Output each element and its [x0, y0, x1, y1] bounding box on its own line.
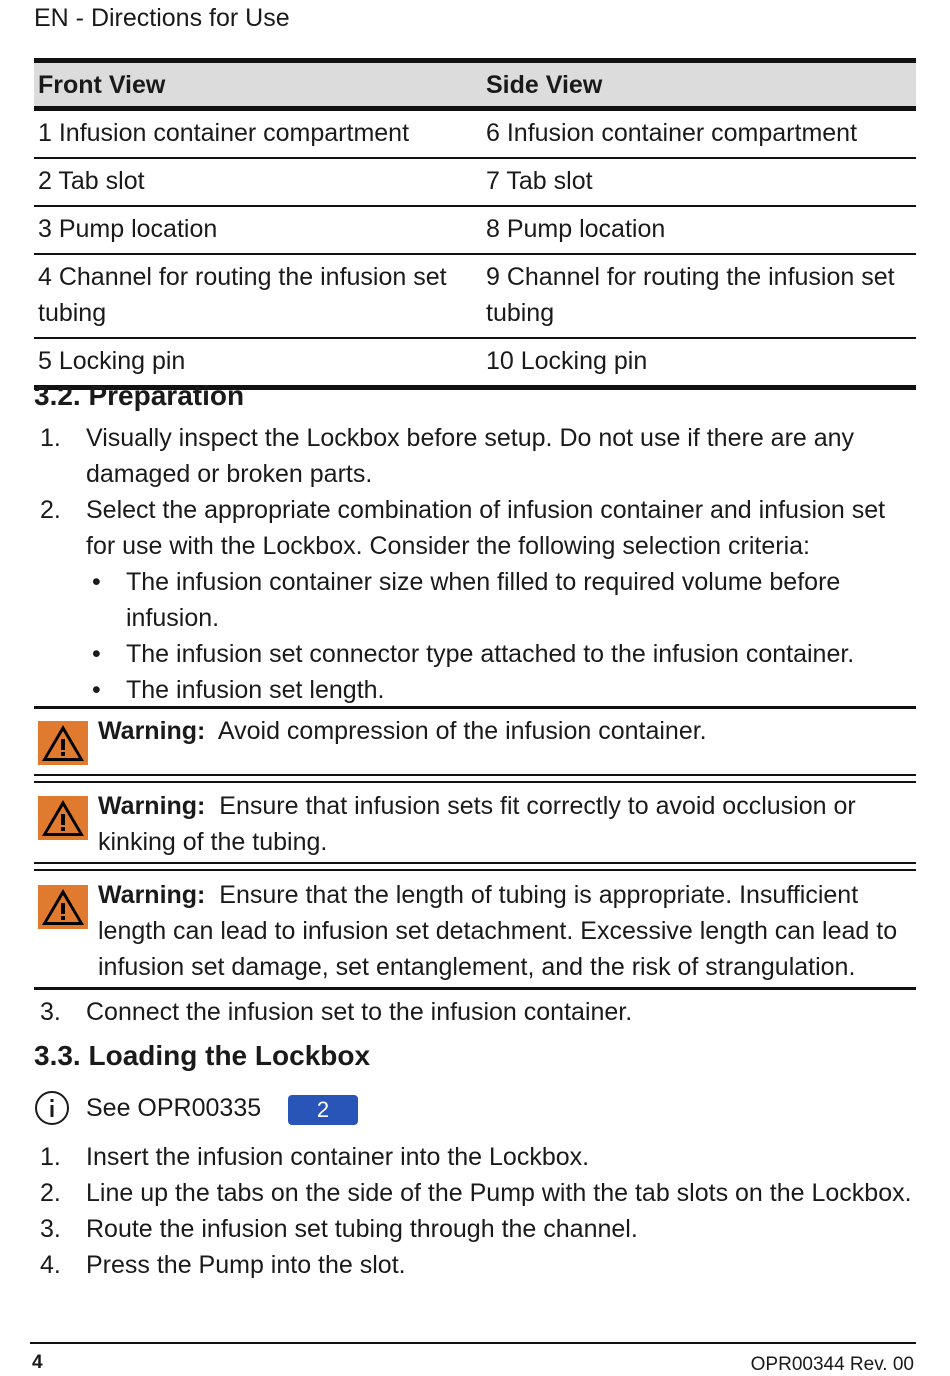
list-item	[34, 1175, 916, 1211]
list-item	[34, 1139, 916, 1175]
table-cell: 4 Channel for routing the infusion set tubing	[34, 254, 482, 338]
step-number: 1.	[40, 424, 61, 452]
list-item	[34, 994, 916, 1030]
list-item	[34, 420, 916, 492]
footer-divider	[30, 1342, 916, 1344]
step-number: 3.	[40, 998, 61, 1026]
table-cell: 7 Tab slot	[482, 158, 916, 206]
table-header-row	[34, 61, 916, 109]
step-number: 1.	[40, 1143, 61, 1171]
section-heading-preparation: 3.2. Preparation	[34, 380, 245, 411]
warning-box	[34, 877, 916, 985]
step-text: Select the appropriate combination of infusion container and infusion set for use with the Lockbox. Consider the following selection criteria:	[86, 496, 886, 560]
list-item	[86, 564, 916, 636]
step-text: Insert the infusion container into the Lockbox.	[86, 1143, 590, 1171]
warning-text: Avoid compression of the infusion container.	[217, 717, 707, 745]
column-header-front-view: Front View	[34, 61, 482, 109]
divider	[34, 781, 916, 783]
step-number: 2.	[40, 496, 61, 524]
criteria-list	[86, 564, 916, 708]
table-cell: 5 Locking pin	[34, 338, 482, 388]
warning-text: Ensure that infusion sets fit correctly to avoid occlusion or kinking of the tubing.	[98, 792, 856, 856]
warning-label: Warning:	[98, 792, 206, 820]
loading-steps	[34, 1139, 916, 1283]
table-row	[34, 206, 916, 254]
document-id: OPR00344 Rev. 00	[750, 1354, 914, 1375]
criteria-text: The infusion set length.	[126, 676, 385, 704]
info-icon	[34, 1090, 70, 1126]
warning-label: Warning:	[98, 881, 206, 909]
divider	[34, 862, 916, 864]
step-text: Line up the tabs on the side of the Pump with the tab slots on the Lockbox.	[86, 1179, 912, 1207]
table-cell: 1 Infusion container compartment	[34, 109, 482, 159]
divider	[34, 774, 916, 776]
divider	[34, 869, 916, 871]
step-number: 3.	[40, 1215, 61, 1243]
step-number: 4.	[40, 1251, 61, 1279]
divider	[34, 987, 916, 990]
column-header-side-view: Side View	[482, 61, 916, 109]
step-text: Visually inspect the Lockbox before setup. Do not use if there are any damaged or broken parts.	[86, 424, 855, 488]
bullet-icon: •	[92, 640, 101, 668]
warning-box	[34, 713, 916, 749]
list-item	[86, 636, 916, 672]
warning-triangle-icon	[38, 885, 88, 929]
list-item	[34, 492, 916, 708]
table-cell: 2 Tab slot	[34, 158, 482, 206]
preparation-step-3	[34, 994, 916, 1030]
divider	[34, 706, 916, 709]
reference-badge[interactable]: 2	[288, 1095, 358, 1125]
list-item	[34, 1247, 916, 1283]
bullet-icon: •	[92, 676, 101, 704]
step-text: Route the infusion set tubing through the channel.	[86, 1215, 638, 1243]
step-text: Connect the infusion set to the infusion container.	[86, 998, 633, 1026]
page-number: 4	[32, 1352, 43, 1373]
table-row	[34, 109, 916, 159]
table-cell: 8 Pump location	[482, 206, 916, 254]
criteria-text: The infusion container size when filled to required volume before infusion.	[126, 568, 841, 632]
warning-triangle-icon	[38, 721, 88, 765]
section-heading-loading: 3.3. Loading the Lockbox	[34, 1040, 371, 1071]
criteria-text: The infusion set connector type attached to the infusion container.	[126, 640, 855, 668]
table-row	[34, 158, 916, 206]
step-number: 2.	[40, 1179, 61, 1207]
warning-triangle-icon	[38, 796, 88, 840]
table-cell: 6 Infusion container compartment	[482, 109, 916, 159]
list-item	[34, 1211, 916, 1247]
warning-text: Ensure that the length of tubing is appropriate. Insufficient length can lead to infusion set detachment. Excessive length can lead to infusion set damage, set entanglement, and the risk of strangulation.	[98, 881, 898, 981]
table-cell: 9 Channel for routing the infusion set tubing	[482, 254, 916, 338]
table-row	[34, 254, 916, 338]
info-text: See OPR00335	[86, 1094, 262, 1122]
parts-table	[34, 58, 916, 390]
step-text: Press the Pump into the slot.	[86, 1251, 406, 1279]
warning-label: Warning:	[98, 717, 206, 745]
list-item	[86, 672, 916, 708]
page-header: EN - Directions for Use	[34, 4, 290, 32]
bullet-icon: •	[92, 568, 101, 596]
warning-box	[34, 788, 916, 860]
table-cell: 10 Locking pin	[482, 338, 916, 388]
preparation-steps	[34, 420, 916, 708]
table-cell: 3 Pump location	[34, 206, 482, 254]
